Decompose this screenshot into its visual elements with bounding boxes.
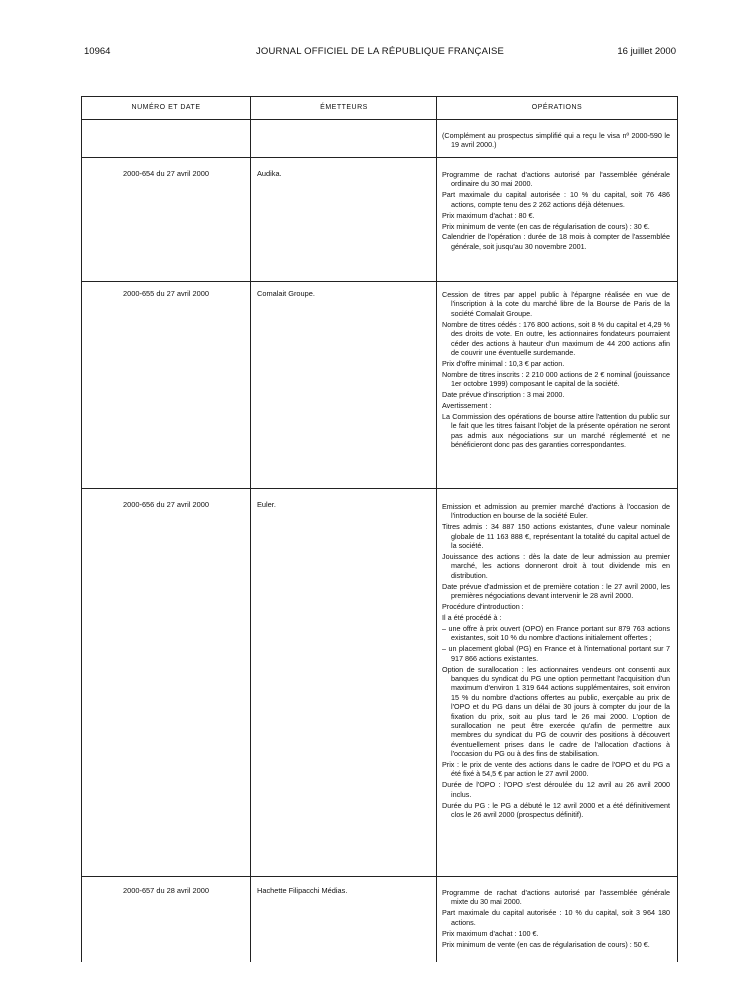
- operation-line: – un placement global (PG) en France et à l'international portant sur 7 917 866 actions existantes.: [442, 644, 670, 663]
- operation-line: Date prévue d'admission et de première cotation : le 27 avril 2000, les premières négociations devant intervenir le 28 avril 2000.: [442, 581, 670, 601]
- operation-line: Date prévue d'inscription : 3 mai 2000.: [442, 390, 565, 400]
- operation-line: Emission et admission au premier marché d'actions à l'occasion de l'introduction en bourse de la société Euler.: [442, 502, 670, 521]
- column-header-numero: NUMÉRO ET DATE: [131, 104, 201, 111]
- table-row-operations: [442, 888, 670, 950]
- issuer-name: Hachette Filipacchi Médias.: [257, 886, 348, 895]
- operation-line: Prix minimum de vente (en cas de régularisation de cours) : 50 €.: [442, 939, 650, 949]
- page-header: [84, 46, 676, 60]
- operation-line: Jouissance des actions : dès la date de leur admission au premier marché, les actions donneront droit à tout dividende mis en distribution.: [442, 552, 670, 580]
- operation-line: Nombre de titres inscrits : 2 210 000 actions de 2 € nominal (jouissance 1er octobre 1999) composant le capital de la société.: [442, 369, 670, 389]
- operation-line: Programme de rachat d'actions autorisé par l'assemblée générale mixte du 30 mai 2000.: [442, 888, 670, 907]
- operation-line: Durée de l'OPO : l'OPO s'est déroulée du 12 avril au 26 avril 2000 inclus.: [442, 780, 670, 799]
- table-row-operations: [442, 131, 670, 151]
- operation-line: Il a été procédé à :: [442, 612, 502, 622]
- operations-table: [81, 96, 678, 962]
- column-header-emetteurs: ÉMETTEURS: [320, 104, 368, 111]
- operation-line: Part maximale du capital autorisée : 10 % du capital, soit 76 486 actions, compte tenu des 2 262 actions déjà détenues.: [442, 190, 670, 209]
- operation-line: Prix d'offre minimal : 10,3 € par action.: [442, 358, 565, 368]
- operation-line: Durée du PG : le PG a débuté le 12 avril 2000 et a été définitivement clos le 26 avril 2000 (prospectus définitif).: [442, 800, 670, 820]
- operation-number-date: 2000-654 du 27 avril 2000: [123, 169, 209, 178]
- table-row-operations: [442, 170, 670, 253]
- issuer-name: Comalait Groupe.: [257, 289, 315, 298]
- issuer-name: Audika.: [257, 169, 282, 178]
- row-divider: [82, 281, 677, 282]
- column-divider: [250, 97, 251, 962]
- page-number: 10964: [84, 46, 111, 57]
- column-header-operations: OPÉRATIONS: [531, 104, 583, 111]
- column-divider: [436, 97, 437, 962]
- row-divider: [82, 157, 677, 158]
- operation-number-date: 2000-657 du 28 avril 2000: [123, 886, 209, 895]
- operation-line: – une offre à prix ouvert (OPO) en France portant sur 879 763 actions existantes, soit 10 % du nombre d'actions initialement offertes ;: [442, 623, 670, 643]
- operation-line: (Complément au prospectus simplifié qui a reçu le visa nº 2000-590 le 19 avril 2000.): [442, 131, 670, 150]
- operation-line: Prix minimum de vente (en cas de régularisation de cours) : 30 €.: [442, 221, 650, 231]
- operation-number-date: 2000-655 du 27 avril 2000: [123, 289, 209, 298]
- operation-line: Procédure d'introduction :: [442, 602, 524, 612]
- operation-line: Avertissement :: [442, 400, 492, 410]
- issuer-name: Euler.: [257, 500, 276, 509]
- journal-title: JOURNAL OFFICIEL DE LA RÉPUBLIQUE FRANÇAISE: [255, 46, 505, 57]
- operation-line: Programme de rachat d'actions autorisé par l'assemblée générale ordinaire du 30 mai 2000.: [442, 170, 670, 189]
- operation-line: Prix : le prix de vente des actions dans le cadre de l'OPO et du PG a été fixé à 54,5 € par action le 27 avril 2000.: [442, 760, 670, 779]
- table-header-row: [82, 97, 677, 120]
- operation-line: Cession de titres par appel public à l'épargne réalisée en vue de l'inscription à la cote du marché libre de la Bourse de Paris de la société Comalait Groupe.: [442, 290, 670, 318]
- operation-line: Prix maximum d'achat : 80 €.: [442, 210, 535, 220]
- operation-line: Option de surallocation : les actionnaires vendeurs ont consenti aux banques du syndicat du PG une option permettant l'acquisition d'un maximum d'environ 1 319 644 actions supplémentaires, soit environ 15 % du nombre d'actions offertes au public, exerçable au prix de l'OPO et du PG dans un délai de 30 jours à compter du jour de la fixation du prix, soit au plus tard le 26 mai 2000. L'option de surallocation ne peut être exercée qu'afin de permettre aux membres du syndicat du PG de couvrir des positions à découvert éventuellement prises dans le cadre de l'allocation d'actions à l'occasion du PG ou à des fins de stabilisation.: [442, 664, 670, 759]
- operation-line: La Commission des opérations de bourse attire l'attention du public sur le fait que les titres faisant l'objet de la présente opération ne seront pas admis aux négociations sur un marché réglementé et ne bénéficieront donc pas des garanties correspondantes.: [442, 411, 670, 450]
- issue-date: 16 juillet 2000: [617, 46, 676, 57]
- table-row-operations: [442, 290, 670, 451]
- row-divider: [82, 876, 677, 877]
- row-divider: [82, 488, 677, 489]
- operation-line: Part maximale du capital autorisée : 10 % du capital, soit 3 964 180 actions.: [442, 908, 670, 927]
- operation-line: Nombre de titres cédés : 176 800 actions, soit 8 % du capital et 4,29 % des droits de vote. En outre, les actionnaires fondateurs pourraient céder des actions à hauteur d'un maximum de 44 200 actions afin de couvrir une éventuelle surdemande.: [442, 319, 670, 357]
- operation-line: Titres admis : 34 887 150 actions existantes, d'une valeur nominale globale de 11 163 888 €, représentant la totalité du capital actuel de la société.: [442, 522, 670, 551]
- operation-number-date: 2000-656 du 27 avril 2000: [123, 500, 209, 509]
- table-row-operations: [442, 502, 670, 821]
- operation-line: Calendrier de l'opération : durée de 18 mois à compter de l'assemblée générale, soit jusqu'au 30 novembre 2001.: [442, 232, 670, 251]
- operation-line: Prix maximum d'achat : 100 €.: [442, 928, 539, 938]
